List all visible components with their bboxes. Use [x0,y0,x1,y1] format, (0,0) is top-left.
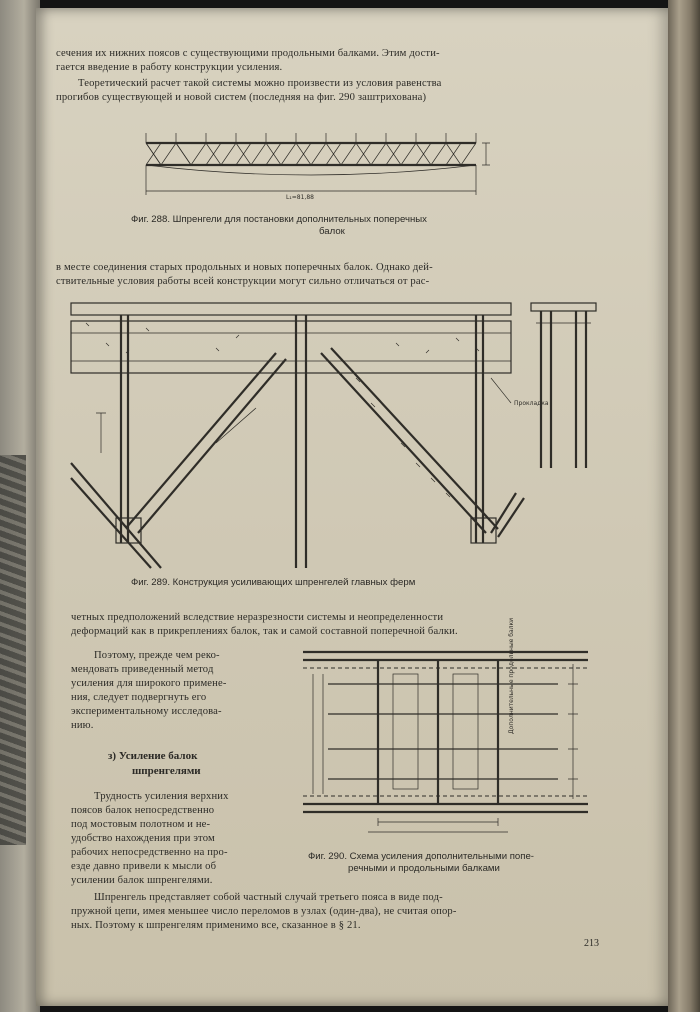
figure-288-truss [136,123,506,203]
text-line: экспериментальному исследова- [71,706,222,717]
figure-290-scheme [298,617,598,844]
text-line: четных предположений вследствие неразрезности системы и неопределенности [71,612,444,623]
text-line: ных. Поэтому к шпренгелям применимо все, сказанное в § 21. [71,920,361,931]
text-line: в месте соединения старых продольных и новых поперечных балок. Однако дей- [56,262,433,273]
figure-290-caption: Фиг. 290. Схема усиления дополнительными попе- [308,851,534,862]
text-line: рабочих непосредственно на про- [71,847,228,858]
figure-289-caption: Фиг. 289. Конструкция усиливающих шпренгелей главных ферм [131,577,416,588]
spacer-label: Прокладка [514,400,549,407]
figure-289-drawing [66,293,626,573]
text-line: усилении балок шпренгелями. [71,875,213,886]
text-line: гается введение в работу конструкции усиления. [56,62,283,73]
text-line: езде давно привели к мысли об [71,861,217,872]
text-line: сечения их нижних поясов с существующими продольными балками. Этим дости- [56,48,440,59]
text-line: Поэтому, прежде чем реко- [94,650,220,661]
adjacent-page-photo [0,455,26,845]
section-heading: з) Усиление балок [108,750,198,762]
text-line: прогибов существующей и новой систем (последняя на фиг. 290 заштрихована) [56,92,427,103]
figure-290-caption-line2: речными и продольными балками [348,863,500,874]
text-line: деформаций как в прикреплениях балок, так и самой составной поперечной балки. [71,626,458,637]
text-line: пружной цепи, имея меньшее число переломов в узлах (один-два), не считая опор- [71,906,457,917]
text-line: Трудность усиления верхних [94,791,229,802]
book-page [36,8,668,1006]
text-line: удобство нахождения при этом [71,833,215,844]
text-line: мендовать приведенный метод [71,664,214,675]
book-spine [668,0,700,1012]
text-line: ния, следует подвергнуть его [71,692,207,703]
label-additional-longitudinal: Дополнительные продольные балки [508,617,515,734]
text-line: Теоретический расчет такой системы можно произвести из условия равенства [78,78,442,89]
adjacent-page-edge [0,0,40,1012]
figure-288-caption-line2: балок [319,226,345,237]
text-line: усиления для широкого примене- [71,678,227,689]
text-line: Шпренгель представляет собой частный случай третьего пояса в виде под- [94,892,443,903]
text-line: нию. [71,720,94,731]
span-label: L₁=81,88 [286,194,314,201]
text-line: ствительные условия работы всей конструкции могут сильно отличаться от рас- [56,276,430,287]
figure-288-caption: Фиг. 288. Шпренгели для постановки дополнительных поперечных [131,214,427,225]
section-heading-line2: шпренгелями [132,765,201,777]
page-number: 213 [584,938,599,949]
text-line: поясов балок непосредственно [71,805,215,816]
text-line: под мостовым полотном и не- [71,819,211,830]
